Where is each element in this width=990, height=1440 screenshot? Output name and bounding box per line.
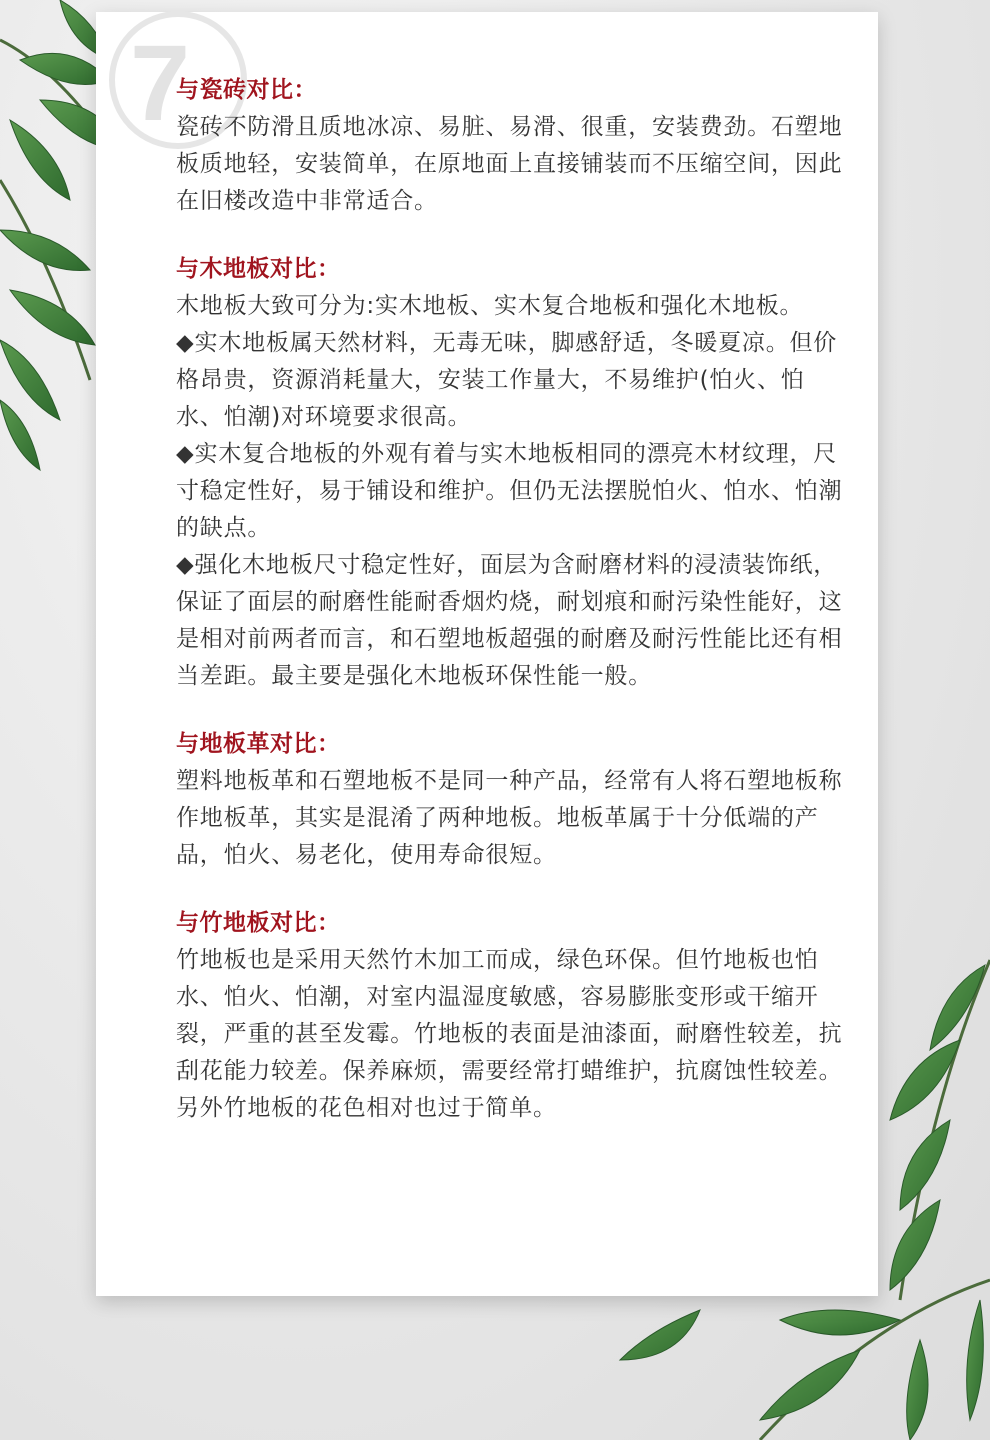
section-heading: 与瓷砖对比： xyxy=(176,77,317,103)
section-paragraph: ◆实木地板属天然材料，无毒无味，脚感舒适，冬暖夏凉。但价格昂贵，资源消耗量大，安装工作量大，不易维护(怕火、怕水、怕潮)对环境要求很高。 xyxy=(176,330,838,430)
section-paragraph: ◆实木复合地板的外观有着与实木地板相同的漂亮木材纹理，尺寸稳定性好，易于铺设和维护。但仍无法摆脱怕火、怕水、怕潮的缺点。 xyxy=(176,441,843,541)
section-vinyl xyxy=(176,726,846,874)
section-wood xyxy=(176,251,846,695)
section-bamboo xyxy=(176,905,846,1127)
comparison-content xyxy=(176,72,846,1158)
section-paragraph: 瓷砖不防滑且质地冰凉、易脏、易滑、很重，安装费劲。石塑地板质地轻，安装简单，在原地面上直接铺装而不压缩空间，因此在旧楼改造中非常适合。 xyxy=(176,114,843,214)
section-heading: 与竹地板对比： xyxy=(176,910,341,936)
section-heading: 与地板革对比： xyxy=(176,731,341,757)
section-paragraph: 木地板大致可分为:实木地板、实木复合地板和强化木地板。 xyxy=(176,293,804,319)
section-tile xyxy=(176,72,846,220)
step-number: 7 xyxy=(129,22,191,143)
section-paragraph: 塑料地板革和石塑地板不是同一种产品，经常有人将石塑地板称作地板革，其实是混淆了两种地板。地板革属于十分低端的产品，怕火、易老化，使用寿命很短。 xyxy=(176,768,843,868)
section-paragraph: ◆强化木地板尺寸稳定性好，面层为含耐磨材料的浸渍装饰纸，保证了面层的耐磨性能耐香烟灼烧，耐划痕和耐污染性能好，这是相对前两者而言，和石塑地板超强的耐磨及耐污性能比还有相当差距。最主要是强化木地板环保性能一般。 xyxy=(176,552,843,689)
section-heading: 与木地板对比： xyxy=(176,256,341,282)
section-paragraph: 竹地板也是采用天然竹木加工而成，绿色环保。但竹地板也怕水、怕火、怕潮，对室内温湿度敏感，容易膨胀变形或干缩开裂，严重的甚至发霉。竹地板的表面是油漆面，耐磨性较差，抗刮花能力较差。保养麻烦，需要经常打蜡维护，抗腐蚀性较差。另外竹地板的花色相对也过于简单。 xyxy=(176,947,843,1121)
